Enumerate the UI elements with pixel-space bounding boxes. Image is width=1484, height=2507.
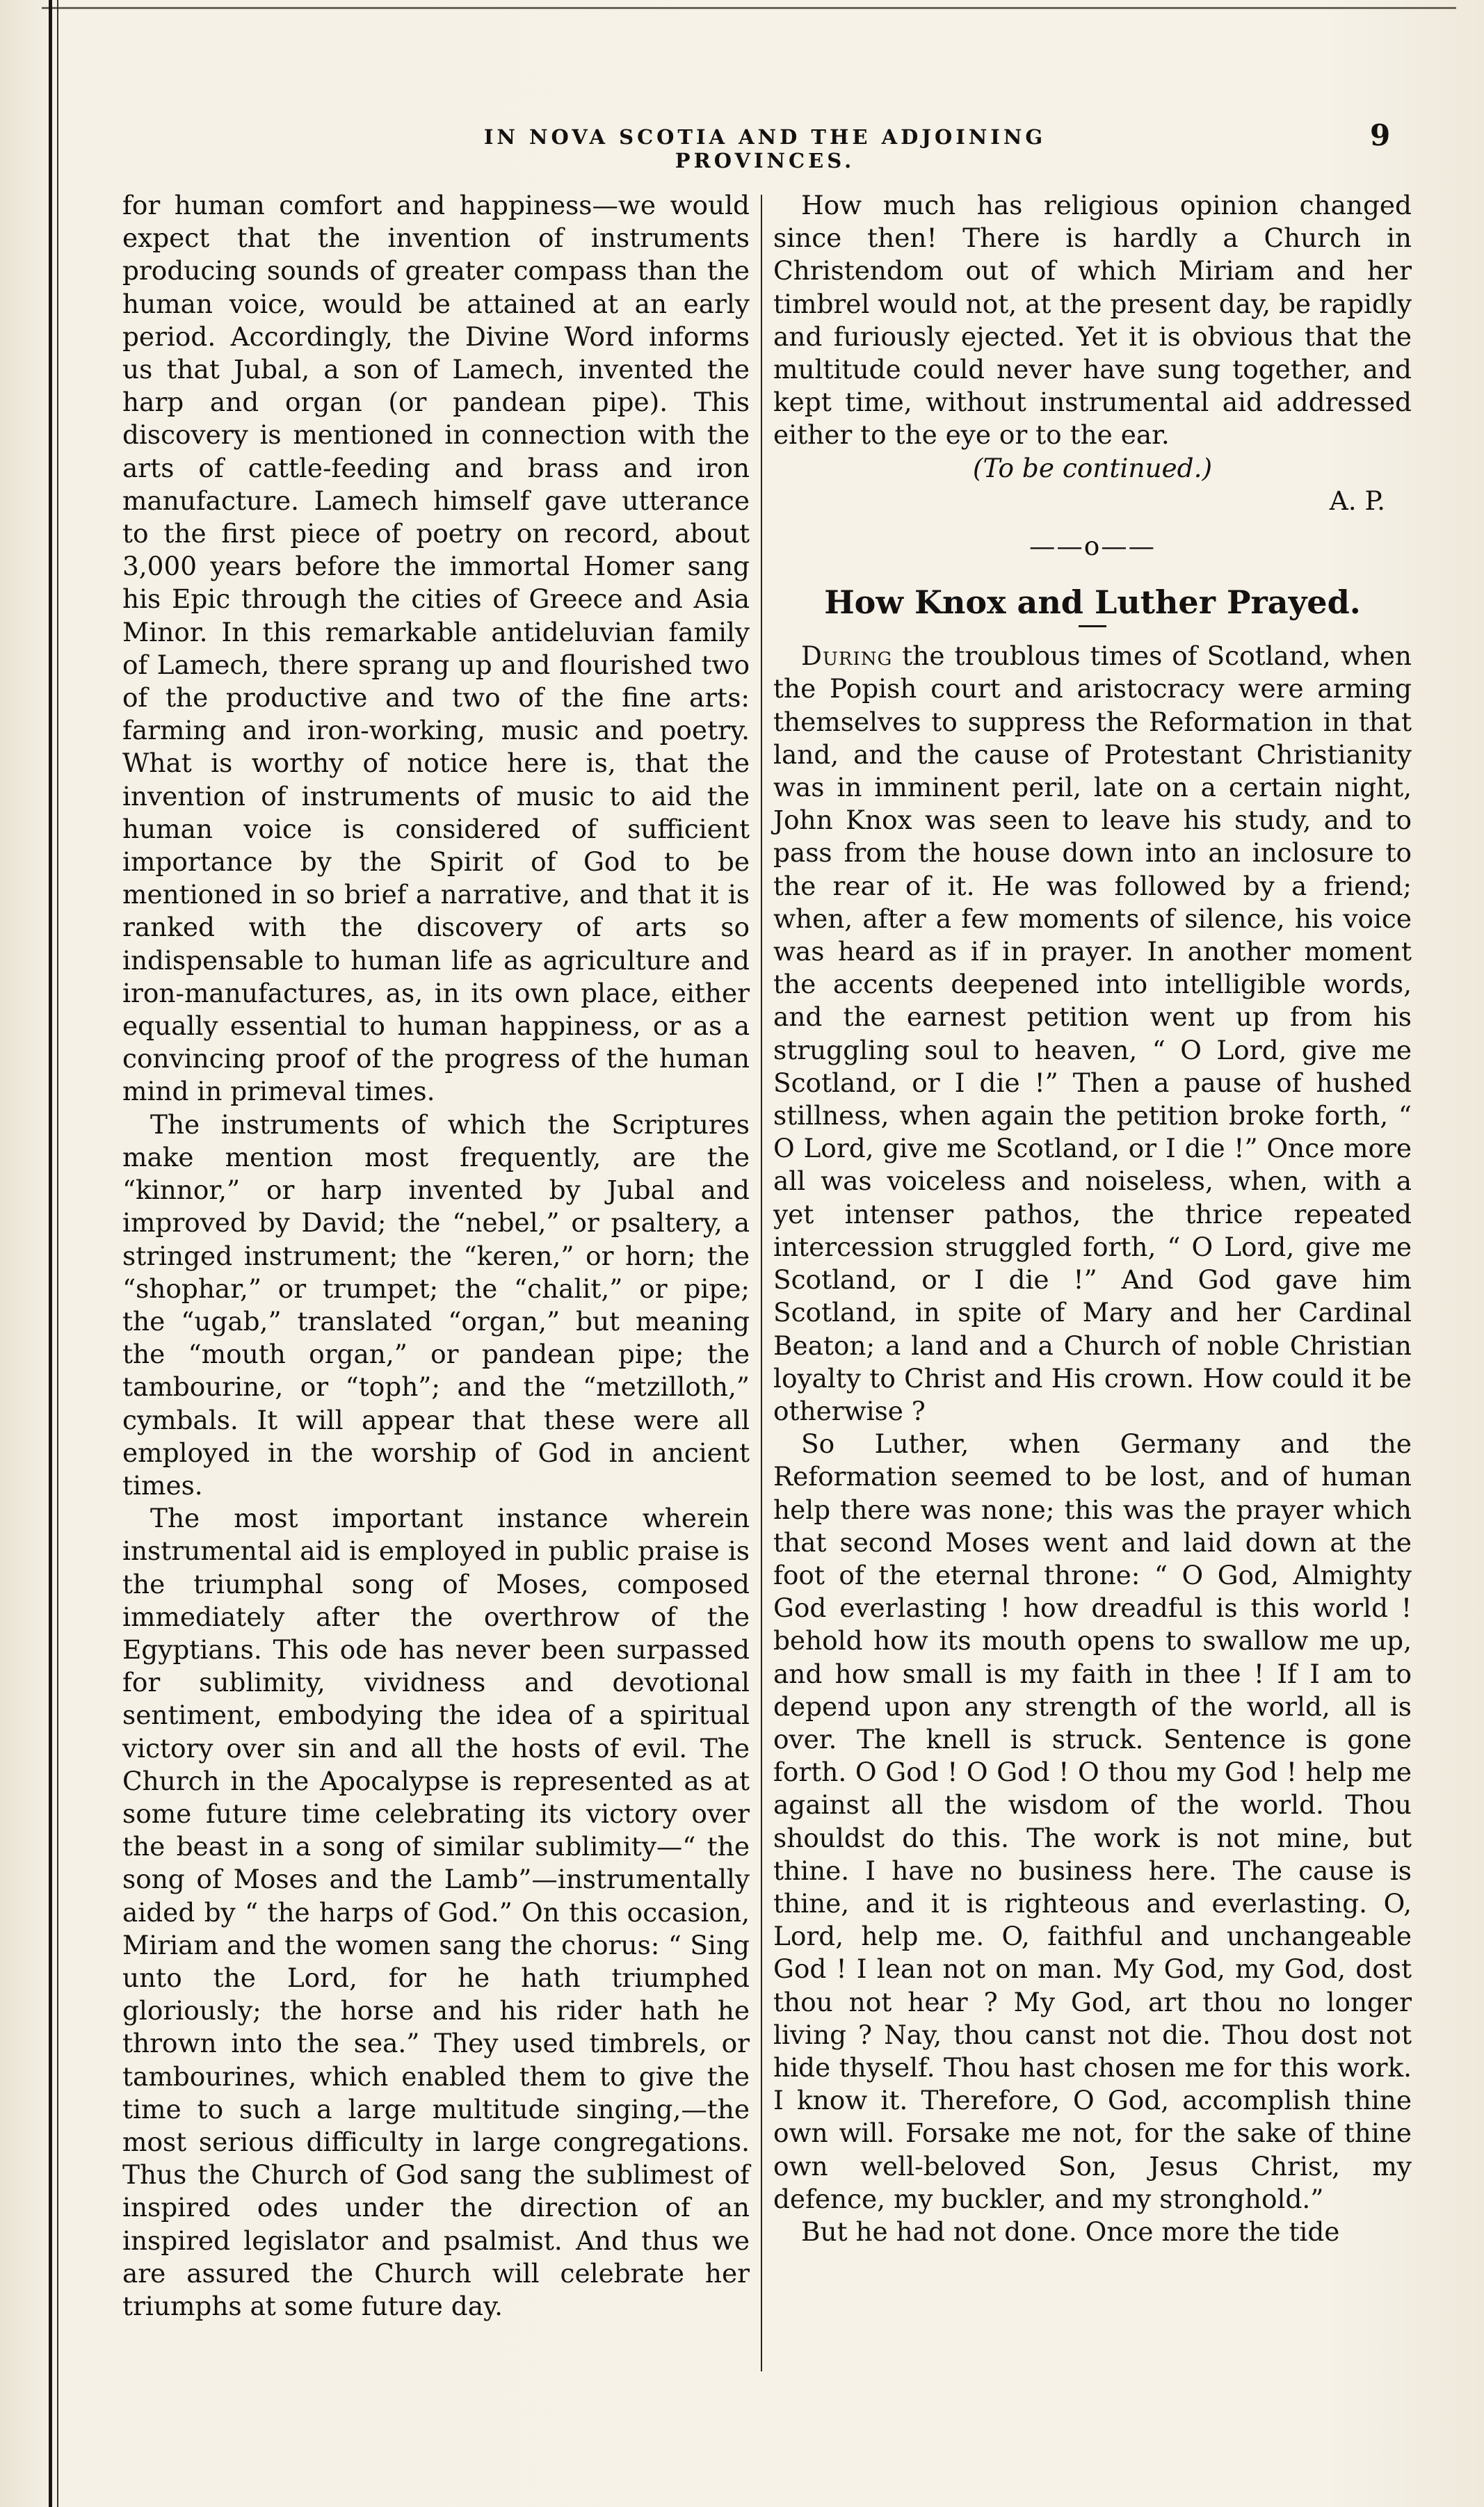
lead-word: During	[801, 640, 893, 672]
column-divider	[761, 195, 762, 2371]
left-column	[122, 189, 750, 2323]
right-opening-paragraph: How much has religious opinion changed since then! There is hardly a Church in Christendom out of which Miriam and her timbrel would not, at the present day, be rapidly and furiously ejected. Yet it is obvious that the multitude could never have sung together, and kept time, without instrumental aid addressed either to the eye or to the ear.	[773, 190, 1412, 451]
top-rule	[42, 7, 1456, 9]
running-head: IN NOVA SCOTIA AND THE ADJOINING PROVINCES.	[483, 125, 1047, 172]
right-column	[773, 189, 1412, 2248]
closing-paragraph: But he had not done. Once more the tide	[801, 2216, 1340, 2247]
article-title: How Knox and Luther Prayed.	[824, 583, 1361, 622]
title-rule	[1079, 625, 1106, 627]
author-initials: A. P.	[1329, 485, 1385, 516]
left-paragraph-2: The instruments of which the Scriptures make mention most frequently, are the “kinnor,” or harp invented by Jubal and improved by David; the “nebel,” or psaltery, a stringed instrument; the “keren,” or horn; the “shophar,” or trumpet; the “chalit,” or pipe; the “ugab,” translated “organ,” but meaning the “mouth organ,” or pandean pipe; the tambourine, or “toph”; and the “metzilloth,” cymbals. It will appear that these were all employed in the worship of God in ancient times.	[122, 1109, 750, 1501]
section-separator: ——o——	[1029, 531, 1156, 562]
binding-edge	[49, 0, 52, 2507]
knox-paragraph-text: the troublous times of Scotland, when the Popish court and aristocracy were arming themselves to suppress the Reformation in that land, and the cause of Protestant Christianity was in imminent peril, late on a certain night, John Knox was seen to leave his study, and to pass from the house down into an inclosure to the rear of it. He was followed by a friend; when, after a few moments of silence, his voice was heard as if in prayer. In another moment the accents deepened into intelligible words, and the earnest petition went up from his struggling soul to heaven, “ O Lord, give me Scotland, or I die !” Then a pause of hushed stillness, when again the petition broke forth, “ O Lord, give me Scotland, or I die !” Once more all was voiceless and noiseless, when, with a yet intenser pathos, the thrice repeated intercession struggled forth, “ O Lord, give me Scotland, or I die !” And God gave him Scotland, in spite of Mary and her Cardinal Beaton; a land and a Church of noble Christian loyalty to Christ and His crown. How could it be otherwise ?	[773, 640, 1412, 1426]
binding-edge-inner	[57, 0, 58, 2507]
knox-paragraph	[773, 640, 1412, 1428]
left-paragraph-3: The most important instance wherein instrumental aid is employed in public praise is the triumphal song of Moses, composed immediately after the overthrow of the Egyptians. This ode has never been surpassed for sublimity, vividness and devotional sentiment, embodying the idea of a spiritual victory over sin and all the hosts of evil. The Church in the Apocalypse is represented as at some future time celebrating its victory over the beast in a song of similar sublimity—“ the song of Moses and the Lamb”—instrumentally aided by “ the harps of God.” On this occasion, Miriam and the women sang the chorus: “ Sing unto the Lord, for he hath triumphed gloriously; the horse and his rider hath he thrown into the sea.” They used timbrels, or tambourines, which enabled them to give the time to such a large multitude singing,—the most serious difficulty in large congregations. Thus the Church of God sang the sublimest of inspired odes under the direction of an inspired legislator and psalmist. And thus we are assured the Church will celebrate her triumphs at some future day.	[122, 1503, 750, 2321]
to-be-continued: (To be continued.)	[972, 452, 1213, 483]
page-number: 9	[1370, 118, 1391, 152]
left-paragraph-1: for human comfort and happiness—we would expect that the invention of instruments producing sounds of greater compass than the human voice, would be attained at an early period. Accordingly, the Divine Word informs us that Jubal, a son of Lamech, invented the harp and organ (or pandean pipe). This discovery is mentioned in connection with the arts of cattle-feeding and brass and iron manufacture. Lamech himself gave utterance to the first piece of poetry on record, about 3,000 years before the immortal Homer sang his Epic through the cities of Greece and Asia Minor. In this remarkable antideluvian family of Lamech, there sprang up and flourished two of the productive and two of the fine arts: farming and iron-working, music and poetry. What is worthy of notice here is, that the invention of instruments of music to aid the human voice is considered of sufficient importance by the Spirit of God to be mentioned in so brief a narrative, and that it is ranked with the discovery of arts so indispensable to human life as agriculture and iron-manufactures, as, in its own place, either equally essential to human happiness, or as a convincing proof of the progress of the human mind in primeval times.	[122, 190, 750, 1107]
luther-paragraph: So Luther, when Germany and the Reformation seemed to be lost, and of human help there was none; this was the prayer which that second Moses went and laid down at the foot of the eternal throne: “ O God, Almighty God everlasting ! how dreadful is this world ! behold how its mouth opens to swallow me up, and how small is my faith in thee ! If I am to depend upon any strength of the world, all is over. The knell is struck. Sentence is gone forth. O God ! O God ! O thou my God ! help me against all the wisdom of the world. Thou shouldst do this. The work is not mine, but thine. I have no business here. The cause is thine, and it is righteous and everlasting. O, Lord, help me. O, faithful and unchangeable God ! I lean not on man. My God, my God, dost thou not hear ? My God, art thou no longer living ? Nay, thou canst not die. Thou dost not hide thyself. Thou hast chosen me for this work. I know it. Therefore, O God, accomplish thine own will. Forsake me not, for the sake of thine own well-beloved Son, Jesus Christ, my defence, my buckler, and my stronghold.”	[773, 1428, 1412, 2214]
